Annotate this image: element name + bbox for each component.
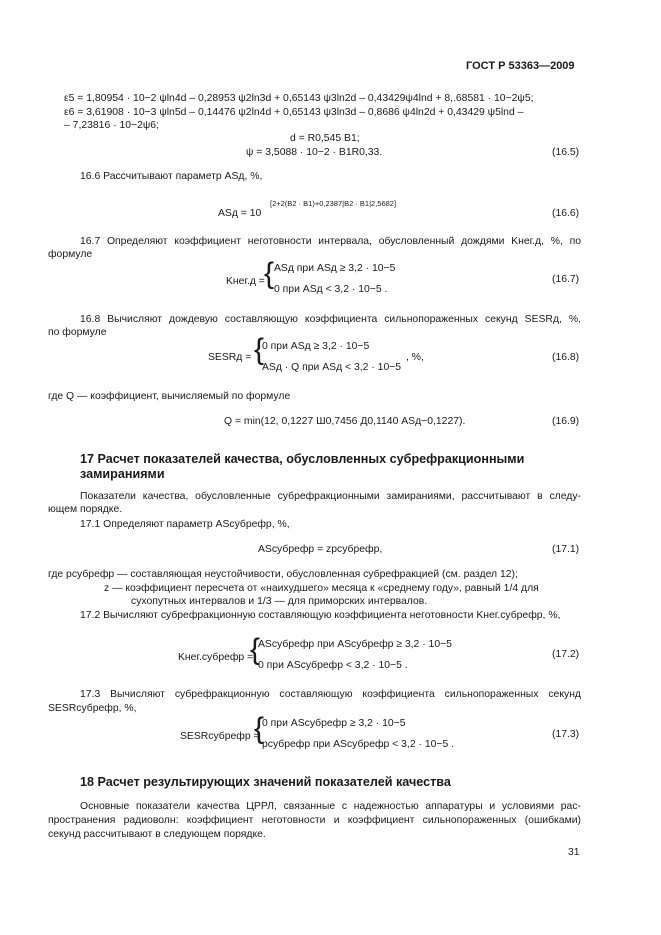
equation-number: (17.1) — [552, 544, 580, 555]
formula-16-8-tail: , %, — [406, 352, 424, 363]
formula-16-8-case2: ASд · Q при ASд < 3,2 · 10−5 — [262, 362, 402, 373]
clause-16-6-text: 16.6 Рассчитывают параметр ASд, %, — [80, 171, 263, 182]
document-header: ГОСТ Р 53363—2009 — [466, 60, 575, 72]
clause-16-7-text-cont: формуле — [48, 249, 93, 260]
formula-16-6-exponent: [2+2(B2 · B1)+0,2387|B2 · B1|2,5682] — [270, 199, 397, 208]
section-18-text-end: секунд рассчитывают в следующем порядке. — [48, 829, 266, 840]
formula-17-3-case2: pсубрефр при ASсубрефр < 3,2 · 10−5 . — [262, 739, 455, 750]
section-18-title: 18 Расчет результирующих значений показателей качества — [80, 775, 451, 789]
left-brace: { — [254, 333, 265, 366]
section-17-title-cont: замираниями — [80, 467, 165, 481]
equation-number: (16.9) — [552, 416, 580, 427]
d-formula: d = R0,545 B1; — [290, 133, 360, 144]
clause-17-1-text: 17.1 Определяют параметр ASсубрефр, %, — [80, 519, 290, 530]
where-p-subrefr: где pсубрефр — составляющая неустойчивости, обусловленная субрефракцией (см. раздел 12); — [48, 569, 518, 580]
section-18-text: Основные показатели качества ЦРРЛ, связанные с надежностью аппаратуры и условиями рас- — [80, 801, 581, 812]
equation-number: (17.2) — [552, 649, 580, 660]
left-brace: { — [250, 633, 261, 666]
section-17-intro: Показатели качества, обусловленные субрефракционными замираниями, рассчитывают в следу- — [80, 491, 581, 502]
formula-17-2-case2: 0 при ASсубрефр < 3,2 · 10−5 . — [258, 660, 408, 671]
section-17-title: 17 Расчет показателей качества, обусловленных субрефракционными — [80, 452, 525, 466]
clause-16-7-text: 16.7 Определяют коэффициент неготовности интервала, обусловленный дождями Kнег.д, %, по — [80, 236, 581, 247]
formula-17-2-lhs: Kнег.субрефр = — [178, 652, 254, 663]
q-definition-text: где Q — коэффициент, вычисляемый по формуле — [48, 391, 291, 402]
equation-number: (16.6) — [552, 208, 580, 219]
epsilon-6-formula-line2: – 7,23816 · 10−2ψ6; — [64, 120, 159, 131]
formula-17-3-case1: 0 при ASсубрефр ≥ 3,2 · 10−5 — [262, 718, 406, 729]
clause-17-3-text-cont: SESRсубрефр, %, — [48, 703, 137, 714]
formula-16-6-lhs: ASд = 10 — [218, 208, 262, 219]
epsilon-6-formula-line1: ε6 = 3,61908 · 10−3 ψln5d – 0,14476 ψ2ln4d + 0,65143 ψ3ln3d – 0,8686 ψ4ln2d + 0,43429 ψ5lnd – — [64, 107, 524, 118]
formula-16-7-case2: 0 при ASд < 3,2 · 10−5 . — [274, 284, 388, 295]
formula-16-7-case1: ASд при ASд ≥ 3,2 · 10−5 — [274, 263, 396, 274]
page-number: 31 — [568, 847, 580, 858]
left-brace: { — [254, 712, 265, 745]
formula-17-1: ASсубрефр = zpсубрефр, — [258, 544, 383, 555]
where-z: z — коэффициент пересчета от «наихудшего» месяца к «среднему году», равный 1/4 для — [104, 583, 539, 594]
clause-17-2-text: 17.2 Вычисляют субрефракционную составляющую коэффициента неготовности Kнег.субрефр, %, — [80, 610, 561, 621]
formula-16-7-lhs: Kнег.д = — [226, 276, 265, 287]
formula-17-2-case1: ASсубрефр при ASсубрефр ≥ 3,2 · 10−5 — [258, 639, 452, 650]
formula-16-9: Q = min(12, 0,1227 Ш0,7456 Д0,1140 ASд−0,1227). — [224, 416, 466, 427]
left-brace: { — [264, 257, 275, 290]
equation-number: (16.8) — [552, 352, 580, 363]
formula-16-8-case1: 0 при ASд ≥ 3,2 · 10−5 — [262, 341, 370, 352]
psi-formula: ψ = 3,5088 · 10−2 · B1R0,33. — [246, 147, 383, 158]
clause-16-8-text: 16.8 Вычисляют дождевую составляющую коэффициента сильнопораженных секунд SESRд, %, — [80, 314, 581, 325]
equation-number: (16.7) — [552, 274, 580, 285]
equation-number: (17.3) — [552, 729, 580, 740]
equation-number: (16.5) — [552, 147, 580, 158]
formula-16-8-lhs: SESRд = — [208, 352, 252, 363]
section-18-text-cont: пространения радиоволн: коэффициент неготовности и коэффициент сильнопораженных (ошибками) — [48, 815, 581, 826]
section-17-intro-cont: ющем порядке. — [48, 504, 123, 515]
where-z-cont: сухопутных интервалов и 1/3 — для приморских интервалов. — [131, 596, 428, 607]
formula-17-3-lhs: SESRсубрефр = — [180, 731, 260, 742]
clause-16-8-text-cont: по формуле — [48, 327, 107, 338]
clause-17-3-text: 17.3 Вычисляют субрефракционную составляющую коэффициента сильнопораженных секунд — [80, 689, 581, 700]
epsilon-5-formula: ε5 = 1,80954 · 10−2 ψln4d – 0,28953 ψ2ln3d + 0,65143 ψ3ln2d – 0,43429ψ4lnd + 8,.68581 · 10−2ψ5; — [64, 93, 534, 104]
